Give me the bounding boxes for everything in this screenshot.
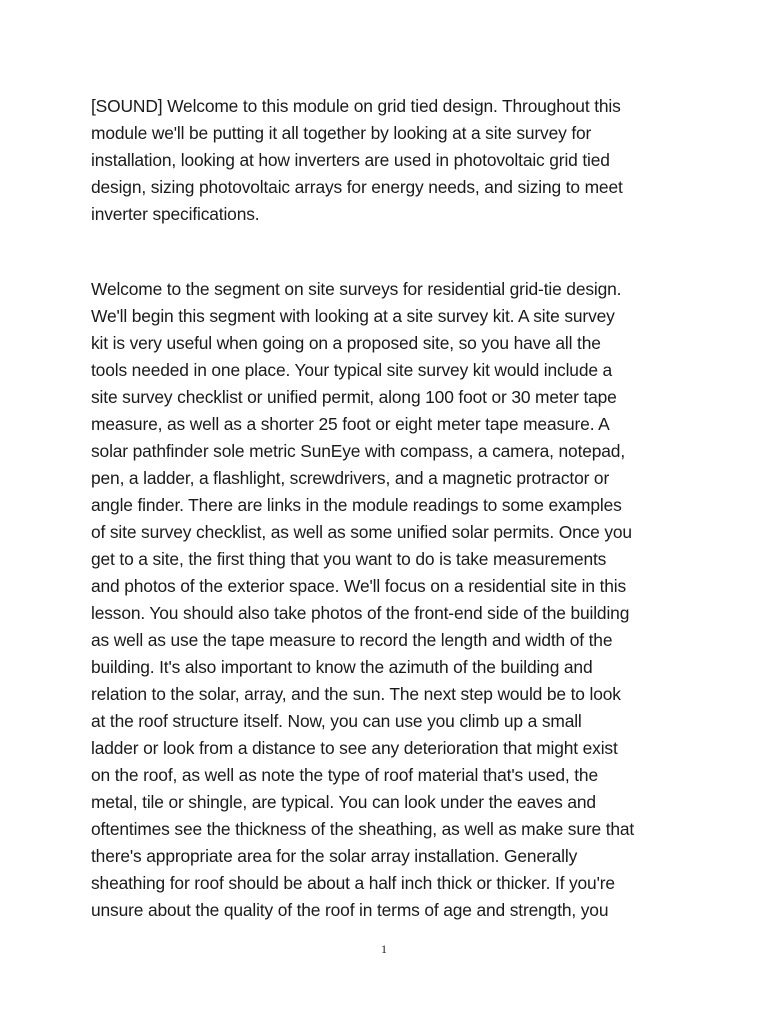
text-line: [SOUND] Welcome to this module on grid tied design. Throughout this bbox=[91, 96, 621, 116]
text-line: installation, looking at how inverters are used in photovoltaic grid tied bbox=[91, 150, 610, 170]
text-line: relation to the solar, array, and the sun. The next step would be to look bbox=[91, 684, 621, 704]
page-number: 1 bbox=[381, 942, 387, 956]
paragraph-site-survey bbox=[91, 276, 691, 924]
text-line: pen, a ladder, a flashlight, screwdrivers, and a magnetic protractor or bbox=[91, 468, 610, 488]
text-line: at the roof structure itself. Now, you can use you climb up a small bbox=[91, 711, 582, 731]
text-line: metal, tile or shingle, are typical. You can look under the eaves and bbox=[91, 792, 596, 812]
text-line: module we'll be putting it all together by looking at a site survey for bbox=[91, 123, 592, 143]
text-line: on the roof, as well as note the type of roof material that's used, the bbox=[91, 765, 598, 785]
text-line: We'll begin this segment with looking at a site survey kit. A site survey bbox=[91, 306, 615, 326]
text-line: inverter specifications. bbox=[91, 204, 260, 224]
text-line: and photos of the exterior space. We'll focus on a residential site in this bbox=[91, 576, 627, 596]
text-line: design, sizing photovoltaic arrays for energy needs, and sizing to meet bbox=[91, 177, 623, 197]
text-line: lesson. You should also take photos of the front-end side of the building bbox=[91, 603, 630, 623]
text-line: building. It's also important to know the azimuth of the building and bbox=[91, 657, 593, 677]
text-line: solar pathfinder sole metric SunEye with compass, a camera, notepad, bbox=[91, 441, 626, 461]
text-line: Welcome to the segment on site surveys for residential grid-tie design. bbox=[91, 279, 622, 299]
text-line: oftentimes see the thickness of the sheathing, as well as make sure that bbox=[91, 819, 635, 839]
text-line: sheathing for roof should be about a half inch thick or thicker. If you're bbox=[91, 873, 615, 893]
text-line: of site survey checklist, as well as some unified solar permits. Once you bbox=[91, 522, 632, 542]
text-line: ladder or look from a distance to see any deterioration that might exist bbox=[91, 738, 618, 758]
text-line: as well as use the tape measure to record the length and width of the bbox=[91, 630, 613, 650]
text-line: angle finder. There are links in the module readings to some examples bbox=[91, 495, 622, 515]
text-line: kit is very useful when going on a proposed site, so you have all the bbox=[91, 333, 601, 353]
text-line: there's appropriate area for the solar array installation. Generally bbox=[91, 846, 578, 866]
text-line: measure, as well as a shorter 25 foot or eight meter tape measure. A bbox=[91, 414, 610, 434]
text-line: unsure about the quality of the roof in terms of age and strength, you bbox=[91, 900, 609, 920]
paragraph-intro bbox=[91, 93, 691, 228]
text-line: site survey checklist or unified permit, along 100 foot or 30 meter tape bbox=[91, 387, 617, 407]
text-line: tools needed in one place. Your typical site survey kit would include a bbox=[91, 360, 613, 380]
text-line: get to a site, the first thing that you want to do is take measurements bbox=[91, 549, 607, 569]
